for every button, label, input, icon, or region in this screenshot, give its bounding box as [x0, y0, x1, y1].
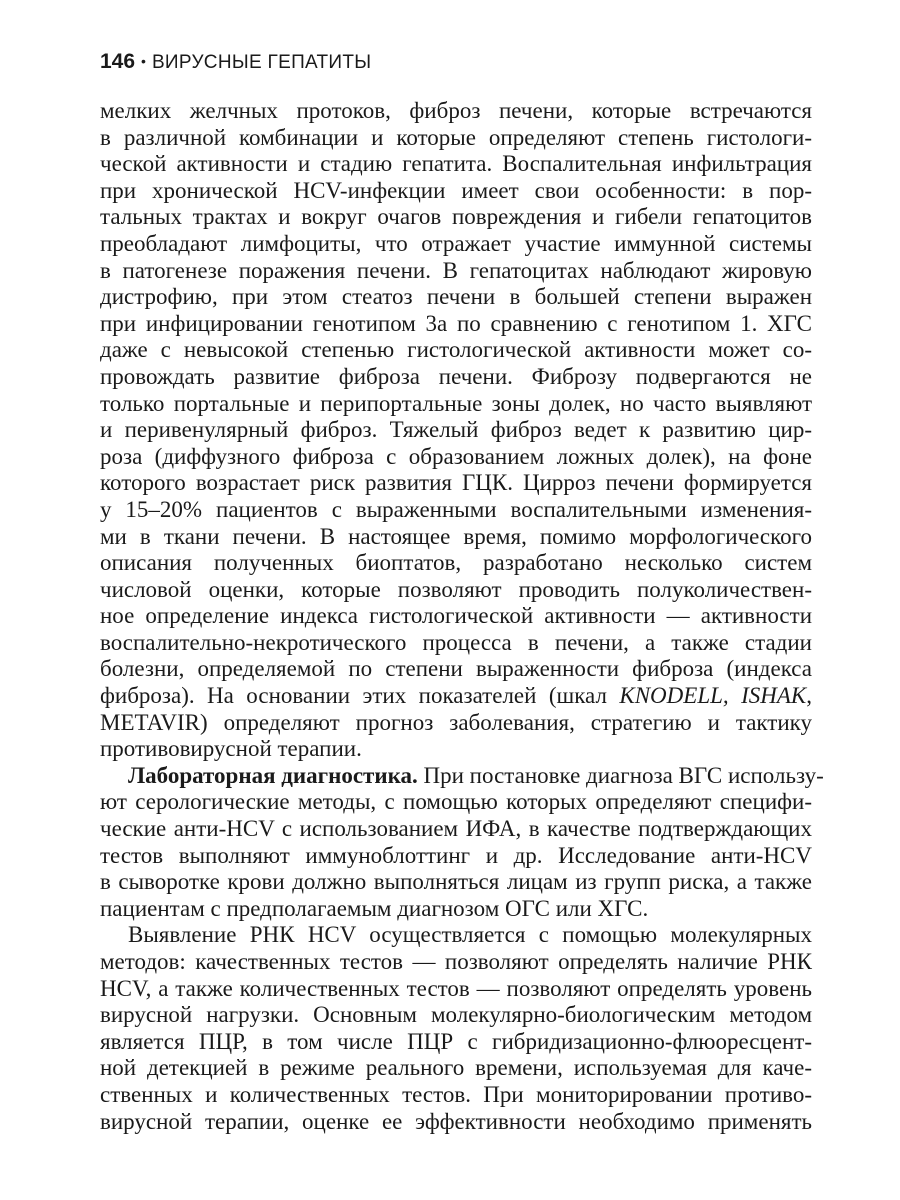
text-line: в сыворотке крови должно выполняться лицам из групп риска, а также — [100, 869, 812, 895]
text-line-with-italic — [100, 683, 812, 710]
line-start: фиброза). На основании этих показателей (шкал — [100, 683, 620, 709]
text-line: тальных трактах и вокруг очагов повреждения и гибели гепатоцитов — [100, 204, 812, 230]
page-number: 146 — [100, 50, 136, 73]
text-line: ческие анти-HCV с использованием ИФА, в качестве подтверждающих — [100, 816, 812, 842]
text-line: воспалительно-некротического процесса в печени, а также стадии — [100, 629, 812, 655]
text-line: ют серологические методы, с помощью которых определяют специфи- — [100, 789, 812, 815]
text-line: даже с невысокой степенью гистологической активности может со- — [100, 337, 812, 363]
text-line: METAVIR) определяют прогноз заболевания, стратегию и тактику — [100, 709, 812, 735]
text-line: описания полученных биоптатов, разработано несколько систем — [100, 550, 812, 576]
text-line: ческой активности и стадию гепатита. Воспалительная инфильтрация — [100, 151, 812, 177]
text-line: ми в ткани печени. В настоящее время, помимо морфологического — [100, 523, 812, 549]
section-run-in-heading: Лабораторная диагностика. — [128, 762, 418, 788]
text-line: роза (диффузного фиброза с образованием ложных долек), на фоне — [100, 443, 812, 469]
text-line: при хронической HCV-инфекции имеет свои особенности: в пор- — [100, 177, 812, 203]
text-line: провождать развитие фиброза печени. Фиброзу подвергаются не — [100, 363, 812, 389]
text-line: и перивенулярный фиброз. Тяжелый фиброз ведет к развитию цир- — [100, 417, 812, 443]
text-line: у 15–20% пациентов с выраженными воспалительными изменения- — [100, 496, 812, 522]
text-line: при инфицировании генотипом 3а по сравнению с генотипом 1. ХГС — [100, 310, 812, 336]
text-line: ное определение индекса гистологической активности — активности — [100, 603, 812, 629]
text-line: болезни, определяемой по степени выраженности фиброза (индекса — [100, 656, 812, 682]
text-line: Выявление РНК HCV осуществляется с помощью молекулярных — [128, 922, 812, 948]
text-line: вирусной нагрузки. Основным молекулярно-биологическим методом — [100, 1002, 812, 1028]
running-header — [100, 49, 371, 75]
text-line: вирусной терапии, оценке ее эффективности необходимо применять — [100, 1108, 812, 1134]
scale-names-italic: KNODELL, ISHAK — [619, 683, 807, 709]
text-line: числовой оценки, которые позволяют проводить полуколичествен- — [100, 576, 812, 602]
text-line: мелких желчных протоков, фиброз печени, которые встречаются — [100, 98, 812, 123]
text-line: методов: качественных тестов — позволяют определять наличие РНК — [100, 949, 812, 974]
paragraph-lead-line — [100, 762, 824, 790]
text-line: противовирусной терапии. — [100, 736, 362, 762]
text-line: является ПЦР, в том числе ПЦР с гибридизационно-флюоресцент- — [100, 1028, 812, 1054]
text-line: которого возрастает риск развития ГЦК. Цирроз печени формируется — [100, 470, 812, 496]
text-line: только портальные и перипортальные зоны долек, но часто выявляют — [100, 390, 812, 416]
line-end: , — [806, 683, 812, 709]
text-line: дистрофию, при этом стеатоз печени в большей степени выражен — [100, 284, 812, 310]
text-line: HCV, а также количественных тестов — позволяют определять уровень — [100, 975, 812, 1001]
header-bullet: • — [141, 53, 146, 69]
text-line: преобладают лимфоциты, что отражает участие иммунной системы — [100, 230, 812, 256]
text-line: пациентам с предполагаемым диагнозом ОГС или ХГС. — [100, 895, 649, 921]
text-line: ственных и количественных тестов. При мониторировании противо- — [100, 1081, 812, 1107]
text-line: ной детекцией в режиме реального времени, используемая для каче- — [100, 1055, 812, 1081]
running-title: ВИРУСНЫЕ ГЕПАТИТЫ — [151, 52, 372, 73]
line-rest: При постановке диагноза ВГС использу- — [417, 762, 824, 788]
text-line: тестов выполняют иммуноблоттинг и др. Исследование анти-HCV — [100, 842, 812, 868]
text-line: в патогенезе поражения печени. В гепатоцитах наблюдают жировую — [100, 257, 812, 283]
body-text — [100, 98, 824, 1135]
text-line: в различной комбинации и которые определяют степень гистологи- — [100, 124, 812, 150]
